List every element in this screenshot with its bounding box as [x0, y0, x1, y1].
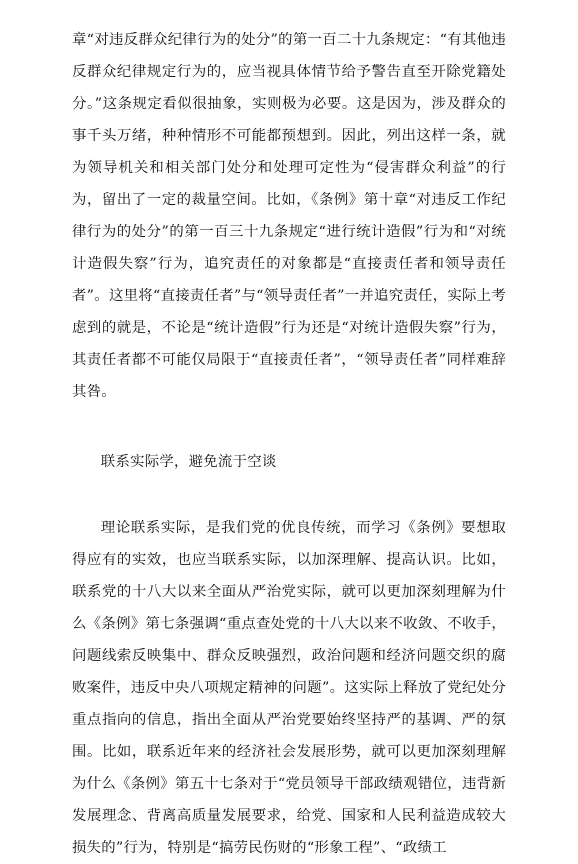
body-paragraph-1: 章“对违反群众纪律行为的处分”的第一百二十九条规定：“有其他违反群众纪律规定行为的，应当视具体情节给予警告直至开除党籍处分。”这条规定看似很抽象，实则极为必要。这是因为，涉及群众的事千头万绪，种种情形不可能都预想到。因此，列出这样一条，就为领导机关和相关部门处分和处理可定性为“侵害群众利益”的行为，留出了一定的裁量空间。比如，《条例》第十章“对违反工作纪律行为的处分”的第一百三十九条规定“进行统计造假”行为和“对统计造假失察”行为，追究责任的对象都是“直接责任者和领导责任者”。这里将“直接责任者”与“领导责任者”一并追究责任，实际上考虑到的就是，不论是“统计造假”行为还是“对统计造假失察”行为，其责任者都不可能仅局限于“直接责任者”，“领导责任者”同样难辞其咎。 [72, 32, 506, 400]
body-paragraph-2: 理论联系实际，是我们党的优良传统，而学习《条例》要想取得应有的实效，也应当联系实际，以加深理解、提高认识。比如，联系党的十八大以来全面从严治党实际，就可以更加深刻理解为什么《条例》第七条强调“重点查处党的十八大以来不收敛、不收手，问题线索反映集中、群众反映强烈，政治问题和经济问题交织的腐败案件，违反中央八项规定精神的问题”。这实际上释放了党纪处分重点指向的信息，指出全面从严治党要始终坚持严的基调、严的氛围。比如，联系近年来的经济社会发展形势，就可以更加深刻理解为什么《条例》第五十七条对于“党员领导干部政绩观错位，违背新发展理念、背离高质量发展要求，给党、国家和人民利益造成较大损失的”行为，特别是“搞劳民伤财的“形象工程”、“政绩工 [72, 520, 506, 856]
section-heading: 联系实际学，避免流于空谈 [100, 454, 277, 470]
